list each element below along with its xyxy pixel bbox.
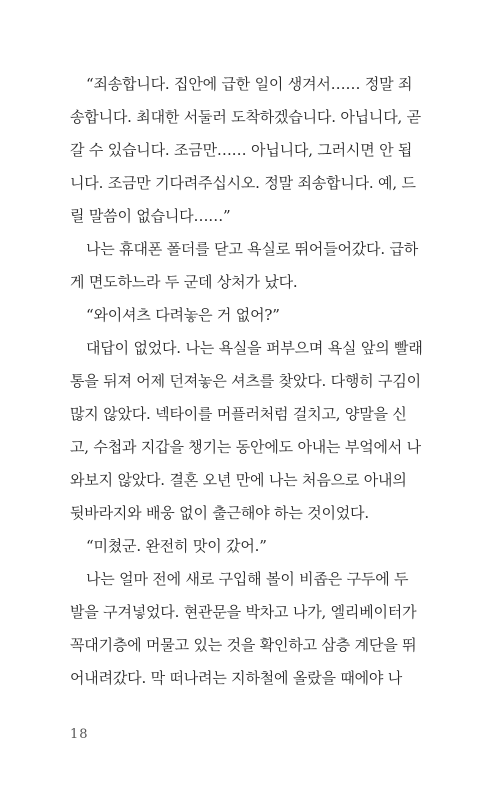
text-line: 뒷바라지와 배웅 없이 출근해야 하는 것이었다.: [70, 504, 369, 522]
text-line: 고, 수첩과 지갑을 챙기는 동안에도 아내는 부엌에서 나: [70, 438, 421, 456]
page-number: 18: [70, 727, 89, 742]
text-line: “죄송합니다. 집안에 급한 일이 생겨서…… 정말 죄: [86, 75, 413, 93]
text-line: 와보지 않았다. 결혼 오년 만에 나는 처음으로 아내의: [70, 471, 407, 489]
text-line: “와이셔츠 다려놓은 거 없어?”: [86, 306, 280, 324]
text-line: 통을 뒤져 어제 던져놓은 셔츠를 찾았다. 다행히 구김이: [70, 372, 421, 390]
text-line: 어내려갔다. 막 떠나려는 지하철에 올랐을 때에야 나: [70, 669, 403, 687]
text-line: 나는 얼마 전에 새로 구입해 볼이 비좁은 구두에 두: [86, 570, 409, 588]
text-line: 발을 구겨넣었다. 현관문을 박차고 나가, 엘리베이터가: [70, 603, 417, 621]
text-line: 릴 말씀이 없습니다……”: [70, 207, 231, 225]
text-line: 갈 수 있습니다. 조금만…… 아닙니다, 그러시면 안 됩: [70, 141, 413, 159]
text-line: 많지 않았다. 넥타이를 머플러처럼 걸치고, 양말을 신: [70, 405, 407, 423]
text-line: “미쳤군. 완전히 맛이 갔어.”: [86, 537, 267, 555]
text-line: 꼭대기층에 머물고 있는 것을 확인하고 삼층 계단을 뛰: [70, 636, 417, 654]
body-text: [70, 68, 423, 695]
text-line: 니다. 조금만 기다려주십시오. 정말 죄송합니다. 예, 드: [70, 174, 416, 192]
text-line: 나는 휴대폰 폴더를 닫고 욕실로 뛰어들어갔다. 급하: [86, 240, 419, 258]
text-line: 게 면도하느라 두 군데 상처가 났다.: [70, 273, 298, 291]
text-line: 대답이 없었다. 나는 욕실을 퍼부으며 욕실 앞의 빨래: [86, 339, 423, 357]
text-line: 송합니다. 최대한 서둘러 도착하겠습니다. 아닙니다, 곧: [70, 108, 421, 126]
